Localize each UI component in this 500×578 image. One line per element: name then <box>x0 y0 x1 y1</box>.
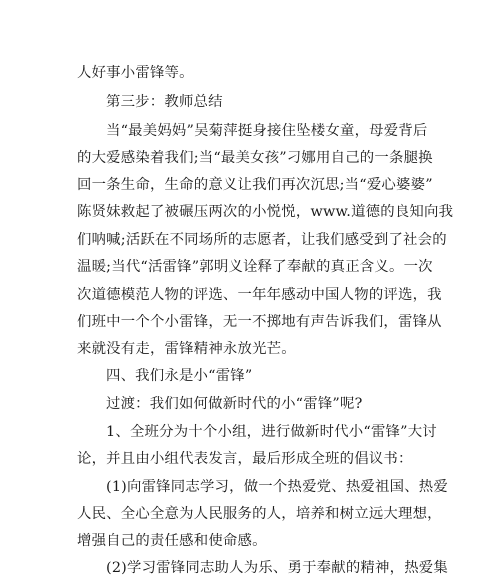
text-line-10: 们班中一个个小雷锋，无一不掷地有声告诉我们，雷锋从 <box>77 314 442 330</box>
text-line-6: 陈贤妹救起了被碾压两次的小悦悦，www.道德的良知向我 <box>77 204 454 220</box>
text-line-15: 论，并且由小组代表发言，最后形成全班的倡议书： <box>77 451 413 467</box>
list-item-1-line-2: 人民、全心全意为人民服务的人，培养和树立远大理想， <box>77 506 442 522</box>
text-line-14: 1、全班分为十个小组，进行做新时代小“雷锋”大讨 <box>106 424 437 440</box>
section-heading-step-three: 第三步：教师总结 <box>106 94 223 110</box>
text-line-11: 来就没有走，雷锋精神永放光芒。 <box>77 341 296 357</box>
transition-line: 过渡：我们如何做新时代的小“雷锋”呢? <box>106 396 363 412</box>
list-item-2-line-1: (2)学习雷锋同志助人为乐、勇于奉献的精神，热爱集 <box>106 560 448 576</box>
list-item-1-line-3: 增强自己的责任感和使命感。 <box>77 533 267 549</box>
list-item-1-line-1: (1)向雷锋同志学习，做一个热爱党、热爱祖国、热爱 <box>106 479 448 495</box>
text-line-5: 回一条生命，生命的意义让我们再次沉思;当“爱心婆婆” <box>77 177 433 193</box>
text-line-4: 的大爱感染着我们;当“最美女孩”刁娜用自己的一条腿换 <box>77 150 433 166</box>
text-line-9: 次道德模范人物的评选、一年年感动中国人物的评选，我 <box>77 287 442 303</box>
text-line-8: 温暖;当代“活雷锋”郭明义诠释了奉献的真正含义。一次 <box>77 259 433 275</box>
text-line-3: 当“最美妈妈”吴菊萍挺身接住坠楼女童，母爱背后 <box>106 123 428 139</box>
section-heading-four: 四、我们永是小“雷锋” <box>106 368 253 384</box>
text-line-1: 人好事小雷锋等。 <box>77 65 194 81</box>
text-line-7: 们呐喊;活跃在不同场所的志愿者，让我们感受到了社会的 <box>77 232 447 248</box>
